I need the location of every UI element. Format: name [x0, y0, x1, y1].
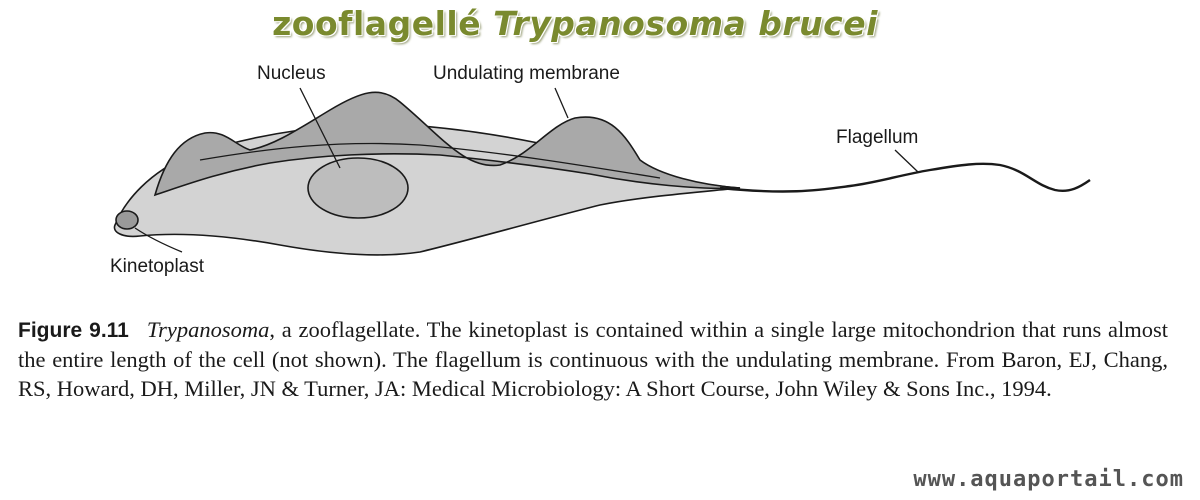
- caption-text: , a zooflagellate. The kinetoplast is contained within a single large mitochondrion that runs almost the entire length of the cell (not shown). The flagellum is continuous with the undulating membrane. From Baron, EJ, Chang, RS, Howard, DH, Miller, JN & Turner, JA: Medical Microbiology: A Short Course, John Wiley & Sons Inc., 1994.: [18, 317, 1168, 401]
- figure-caption: [18, 315, 1168, 403]
- label-flagellum: Flagellum: [836, 127, 919, 148]
- label-nucleus: Nucleus: [257, 63, 326, 84]
- watermark: www.aquaportail.com: [913, 467, 1184, 492]
- kinetoplast: [116, 211, 138, 229]
- label-undulating-membrane: Undulating membrane: [433, 63, 620, 84]
- title-prefix: zooflagellé: [272, 4, 494, 43]
- undulating-membrane-leader-line: [555, 88, 568, 118]
- flagellum-leader-line: [895, 150, 918, 172]
- nucleus: [308, 158, 408, 218]
- flagellum: [720, 164, 1090, 192]
- label-kinetoplast: Kinetoplast: [110, 256, 205, 277]
- caption-figure-number: Figure 9.11: [18, 319, 129, 342]
- title-species: Trypanosoma brucei: [493, 4, 878, 43]
- caption-genus: Trypanosoma: [146, 317, 270, 342]
